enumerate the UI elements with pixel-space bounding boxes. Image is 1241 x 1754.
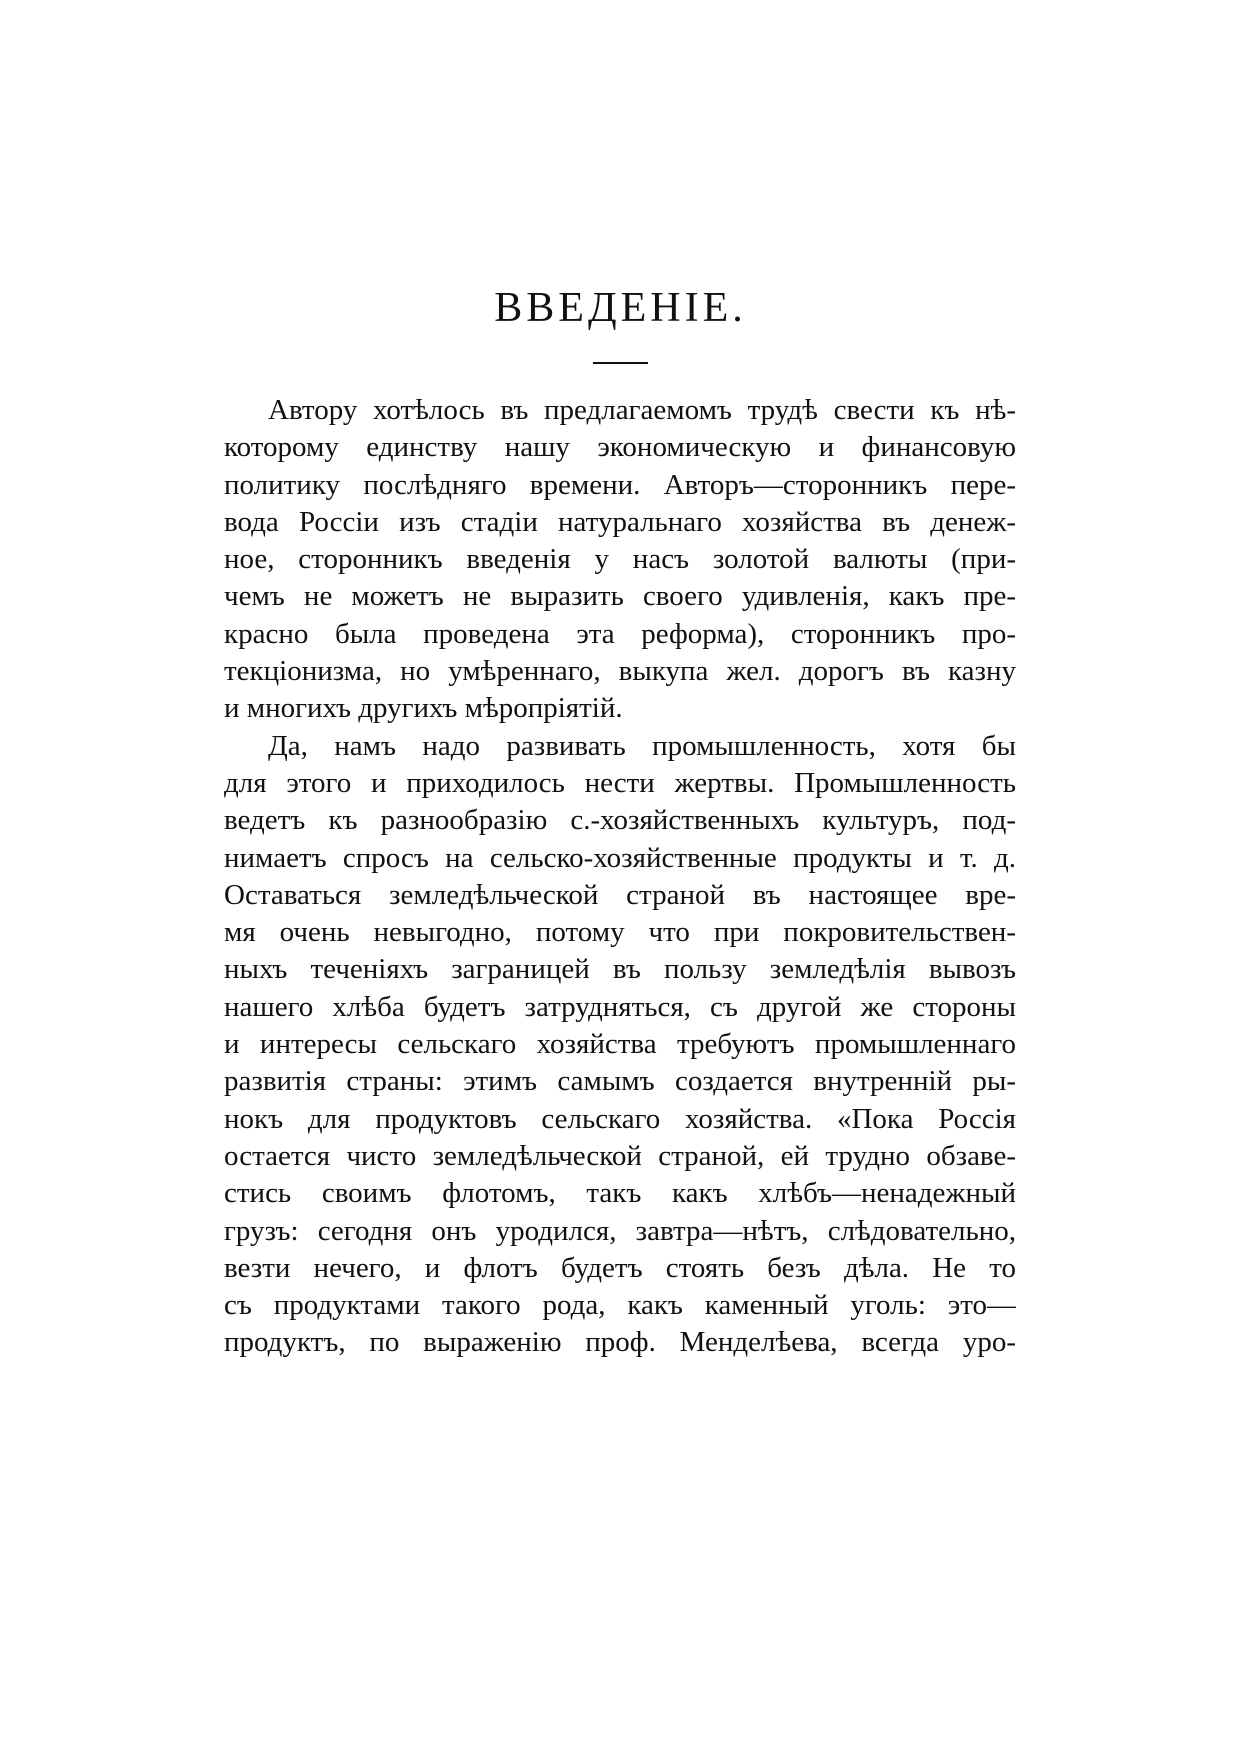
- text-line: текцiонизма, но умѣреннаго, выкупа жел. дорогъ въ казну: [224, 655, 1016, 688]
- text-line: съ продуктами такого рода, какъ каменный уголь: это—: [224, 1289, 1016, 1322]
- text-line: и интересы сельскаго хозяйства требуютъ промышленнаго: [224, 1028, 1016, 1061]
- text-line: которому единству нашу экономическую и финансовую: [224, 431, 1016, 464]
- text-line: грузъ: сегодня онъ уродился, завтра—нѣтъ, слѣдовательно,: [224, 1214, 1016, 1247]
- text-line: мя очень невыгодно, потому что при покровительствен-: [224, 916, 1016, 949]
- text-line: для этого и приходилось нести жертвы. Промышленность: [224, 766, 1016, 799]
- title-divider: [593, 362, 648, 364]
- chapter-title: ВВЕДЕНIЕ.: [494, 285, 747, 331]
- text-line: и многихъ другихъ мѣропрiятiй.: [224, 692, 623, 725]
- text-line: продуктъ, по выраженiю проф. Менделѣева, всегда уро-: [224, 1326, 1016, 1359]
- body-text: [224, 392, 1016, 1362]
- text-line: политику послѣдняго времени. Авторъ—сторонникъ пере-: [224, 468, 1016, 501]
- text-line: Автору хотѣлось въ предлагаемомъ трудѣ свести къ нѣ-: [268, 394, 1016, 426]
- text-line: нимаетъ спросъ на сельско-хозяйственные продукты и т. д.: [224, 841, 1016, 874]
- text-line: нашего хлѣба будетъ затрудняться, съ другой же стороны: [224, 990, 1016, 1023]
- text-line: ведетъ къ разнообразiю с.-хозяйственныхъ культуръ, под-: [224, 804, 1016, 837]
- text-line: Да, намъ надо развивать промышленность, хотя бы: [268, 729, 1016, 762]
- text-line: стись своимъ флотомъ, такъ какъ хлѣбъ—ненадежный: [224, 1177, 1016, 1210]
- text-line: нокъ для продуктовъ сельскаго хозяйства. «Пока Россiя: [224, 1102, 1016, 1135]
- text-line: везти нечего, и флотъ будетъ стоять безъ дѣла. Не то: [224, 1251, 1016, 1284]
- text-line: вода Россiи изъ стадiи натуральнаго хозяйства въ денеж-: [224, 505, 1016, 538]
- text-line: ныхъ теченiяхъ заграницей въ пользу земледѣлiя вывозъ: [224, 953, 1016, 986]
- text-line: Оставаться земледѣльческой страной въ настоящее вре-: [224, 878, 1016, 911]
- text-line: развитiя страны: этимъ самымъ создается внутреннiй ры-: [224, 1065, 1016, 1098]
- text-line: ное, сторонникъ введенiя у насъ золотой валюты (при-: [224, 543, 1016, 576]
- text-line: красно была проведена эта реформа), сторонникъ про-: [224, 617, 1016, 650]
- text-line: чемъ не можетъ не выразить своего удивленiя, какъ пре-: [224, 580, 1016, 613]
- text-line: остается чисто земледѣльческой страной, ей трудно обзаве-: [224, 1139, 1016, 1172]
